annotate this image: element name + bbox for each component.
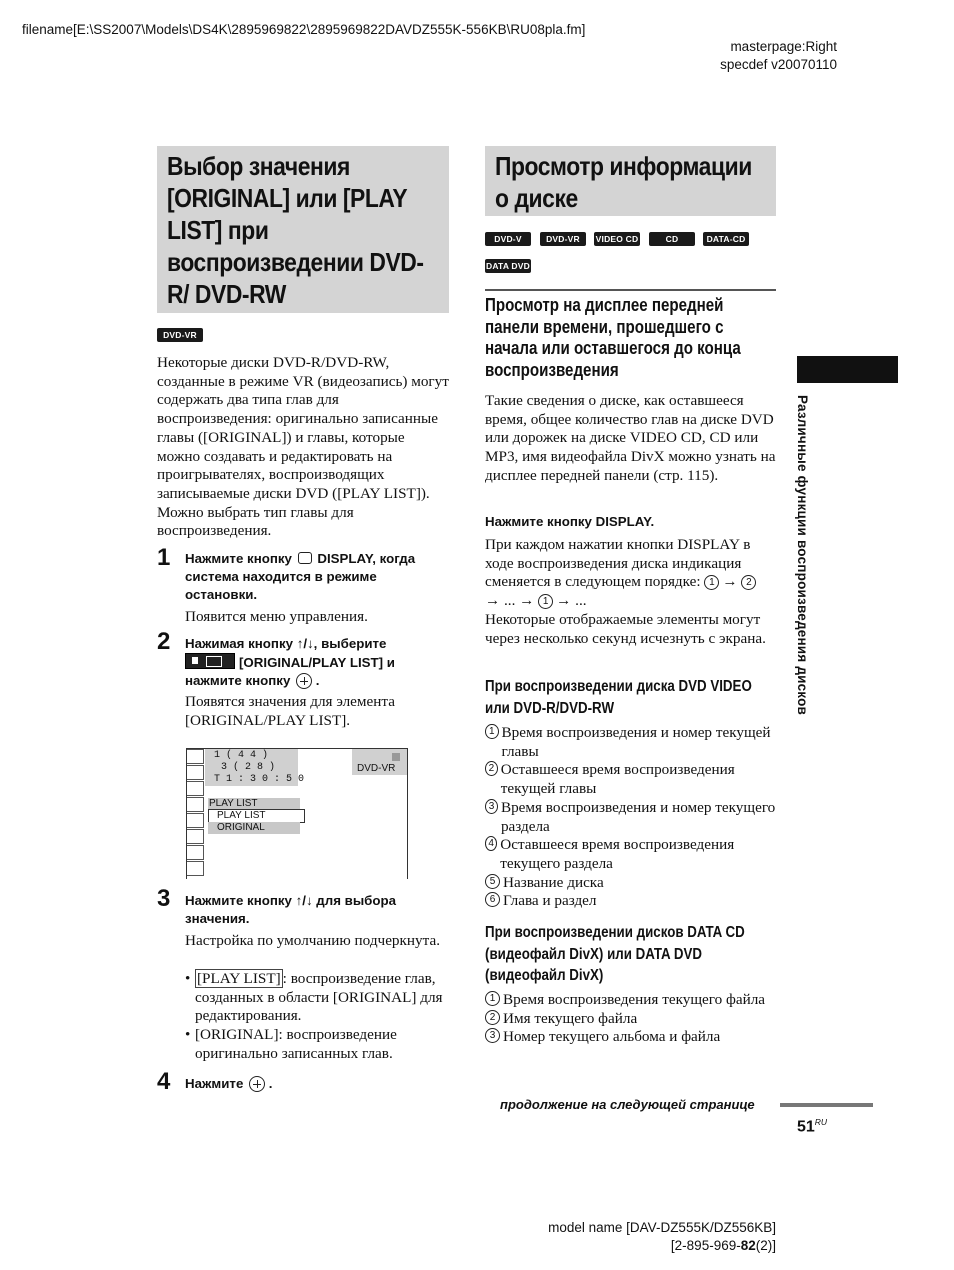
header-filename: filename[E:\SS2007\Models\DS4K\2895969822\2895969822DAVDZ555K-556KB\RU08pla.fm]	[22, 22, 586, 37]
item-number: 3	[485, 1028, 500, 1043]
seq-circle-1: 1	[704, 575, 719, 590]
specdef-label: specdef v20070110	[720, 57, 837, 72]
section-divider	[485, 289, 776, 291]
side-tab-bar	[797, 356, 898, 383]
badge-dvd-v: DVD-V	[485, 232, 531, 246]
section-1-heading: При воспроизведении диска DVD VIDEO или DVD-R/DVD-RW	[485, 678, 752, 717]
item-number: 2	[485, 761, 498, 776]
step-1-text-a: Нажмите кнопку	[185, 551, 292, 566]
page-suffix: RU	[814, 1117, 828, 1127]
seq-tail: → ... →	[485, 592, 535, 610]
step-3-bullets	[185, 970, 451, 1064]
footer	[548, 1219, 776, 1255]
screen-option-other: ORIGINAL	[217, 822, 265, 833]
badge-dvd-vr: DVD-VR	[540, 232, 586, 246]
list-item	[485, 1010, 776, 1029]
bullet-original-term: [ORIGINAL]	[195, 1026, 279, 1044]
footer-code-post: (2)]	[755, 1238, 776, 1253]
seq-circle-3: 1	[538, 594, 553, 609]
screen-line-3: T 1 : 3 0 : 5 0	[214, 774, 305, 785]
step-4-label: Нажмите	[185, 1076, 244, 1091]
side-tab-label: Различные функции воспроизведения дисков	[795, 395, 810, 716]
step-1-number: 1	[157, 544, 171, 571]
badge-video-cd: VIDEO CD	[595, 234, 639, 244]
item-number: 2	[485, 1010, 500, 1025]
control-menu-screen	[186, 748, 408, 879]
enter-button-icon	[249, 1076, 265, 1092]
list-item	[485, 892, 776, 911]
original-playlist-icon	[185, 653, 235, 669]
masterpage-label: masterpage:Right	[730, 39, 837, 54]
seq-end: → ...	[556, 592, 587, 610]
continued-line	[780, 1103, 873, 1107]
press-desc-text: При каждом нажатии кнопки DISPLAY в ходе воспроизведения диска индикация сменяется в следующем порядке:	[485, 536, 751, 591]
press-display: Нажмите кнопку DISPLAY.	[485, 514, 655, 529]
step-4-number: 4	[157, 1068, 171, 1095]
section-1-list	[485, 724, 776, 911]
item-text: Время воспроизведения текущего файла	[503, 991, 766, 1008]
footer-code-pre: [2-895-969-	[670, 1238, 741, 1253]
left-title: Выбор значения [ORIGINAL] или [PLAY LIST] при воспроизведении DVD-R/ DVD-RW	[167, 151, 424, 309]
item-text: Название диска	[503, 873, 604, 891]
step-2-number: 2	[157, 628, 171, 655]
badge-cd: CD	[649, 232, 695, 246]
bullet-original-desc: : воспроизведение оригинально записанных глав.	[195, 1026, 397, 1062]
badge-data-dvd: DATA DVD	[486, 261, 530, 271]
right-title-box	[485, 146, 776, 216]
item-number: 3	[485, 799, 498, 814]
list-item	[485, 874, 776, 893]
step-2-text: Нажимая кнопку ↑/↓, выберите [ORIGINAL/PLAY LIST] и нажмите кнопку .	[185, 636, 395, 688]
screen-square-icon	[392, 753, 400, 761]
item-text: Время воспроизведения и номер текущего раздела	[500, 798, 776, 835]
seq-circle-2: 2	[741, 575, 756, 590]
right-intro: Такие сведения о диске, как оставшееся время, общее количество глав на диске DVD или дорожек на диске VIDEO CD, CD или MP3, имя видеофайла DivX можно узнать на дисплее передней панели (стр. 115).	[485, 392, 776, 484]
page-number-value: 51	[797, 1118, 815, 1136]
item-text: Глава и раздел	[503, 892, 597, 910]
list-item	[485, 761, 776, 798]
item-text: Оставшееся время воспроизведения текущей главы	[500, 761, 735, 798]
enter-button-icon	[296, 673, 312, 689]
step-3-result: Настройка по умолчанию подчеркнута.	[185, 932, 440, 949]
screen-line-2: 3 ( 2 8 )	[221, 762, 276, 773]
press-desc: При каждом нажатии кнопки DISPLAY в ходе воспроизведения диска индикация сменяется в следующем порядке: 1 → 2 → ... → 1 → ... Некоторые отображаемые элементы могут через несколько секунд исчезнуть с экрана.	[485, 536, 766, 647]
item-text: Имя текущего файла	[503, 1009, 638, 1027]
footer-code	[548, 1237, 776, 1255]
list-item	[485, 799, 776, 836]
right-note: Некоторые отображаемые элементы могут через несколько секунд исчезнуть с экрана.	[485, 610, 766, 647]
bullet-original	[185, 1026, 451, 1063]
item-number: 6	[485, 892, 500, 907]
menu-icon-column	[187, 749, 204, 877]
badge-data-cd: DATA-CD	[703, 232, 749, 246]
section-2-heading: При воспроизведении дисков DATA CD (видеофайл DivX) или DATA DVD (видеофайл DivX)	[485, 924, 745, 984]
bullet-play-list-term: [PLAY LIST]	[197, 970, 281, 987]
list-item	[485, 1028, 776, 1047]
step-1-text	[185, 550, 450, 604]
page-number	[797, 1117, 827, 1136]
step-2-result: Появятся значения для элемента [ORIGINAL/PLAY LIST].	[185, 693, 395, 729]
list-item	[485, 991, 776, 1010]
badge-dvd-vr: DVD-VR	[157, 328, 203, 342]
screen-dvdvr-label: DVD-VR	[357, 763, 396, 774]
bullet-play-list	[185, 970, 451, 1026]
step-2-text-b: [ORIGINAL/PLAY LIST] и нажмите кнопку	[185, 655, 395, 688]
step-4-text: Нажмите .	[185, 1076, 273, 1091]
continued-note: продолжение на следующей странице	[500, 1097, 755, 1112]
item-text: Номер текущего альбома и файла	[503, 1028, 721, 1046]
right-subtitle: Просмотр на дисплее передней панели времени, прошедшего с начала или оставшегося до конца воспроизведения	[485, 295, 741, 380]
screen-option-selected: PLAY LIST	[217, 810, 266, 821]
left-title-box	[157, 146, 449, 313]
side-tab	[795, 395, 825, 775]
left-intro: Некоторые диски DVD-R/DVD-RW, созданные в режиме VR (видеозапись) могут содержать два типа глав для воспроизведения: оригинально записанные главы ([ORIGINAL]) и главы, которые можно создавать и редактировать на проигрывателях, воспроизводящих записываемые диски DVD ([PLAY LIST]). Можно выбрать тип главы для воспроизведения.	[157, 354, 449, 540]
step-1-result: Появится меню управления.	[185, 608, 368, 625]
step-2-text-a: Нажимая кнопку ↑/↓, выберите	[185, 636, 387, 651]
step-3-text: Нажмите кнопку ↑/↓ для выбора значения.	[185, 893, 397, 926]
item-text: Время воспроизведения и номер текущей главы	[501, 724, 771, 760]
header-masterpage	[720, 38, 837, 74]
right-title: Просмотр информации о диске	[495, 151, 752, 213]
step-1-text-b: DISPLAY, когда система находится в режиме остановки.	[185, 551, 416, 602]
item-number: 1	[485, 991, 500, 1006]
item-text: Оставшееся время воспроизведения текущего раздела	[500, 836, 735, 872]
footer-code-bold: 82	[740, 1238, 756, 1253]
list-item	[485, 836, 776, 873]
screen-option-header: PLAY LIST	[209, 798, 258, 809]
bullet-play-list-desc: : воспроизведение глав, созданных в области [ORIGINAL] для редактирования.	[195, 970, 443, 1025]
screen-line-1: 1 ( 4 4 )	[214, 750, 269, 761]
item-number: 5	[485, 874, 500, 889]
section-2-list	[485, 991, 776, 1047]
step-3-number: 3	[157, 885, 171, 912]
item-number: 4	[485, 836, 497, 851]
display-button-icon	[298, 552, 312, 564]
item-number: 1	[485, 724, 499, 739]
list-item	[485, 724, 776, 761]
footer-model: model name [DAV-DZ555K/DZ556KB]	[548, 1220, 776, 1235]
